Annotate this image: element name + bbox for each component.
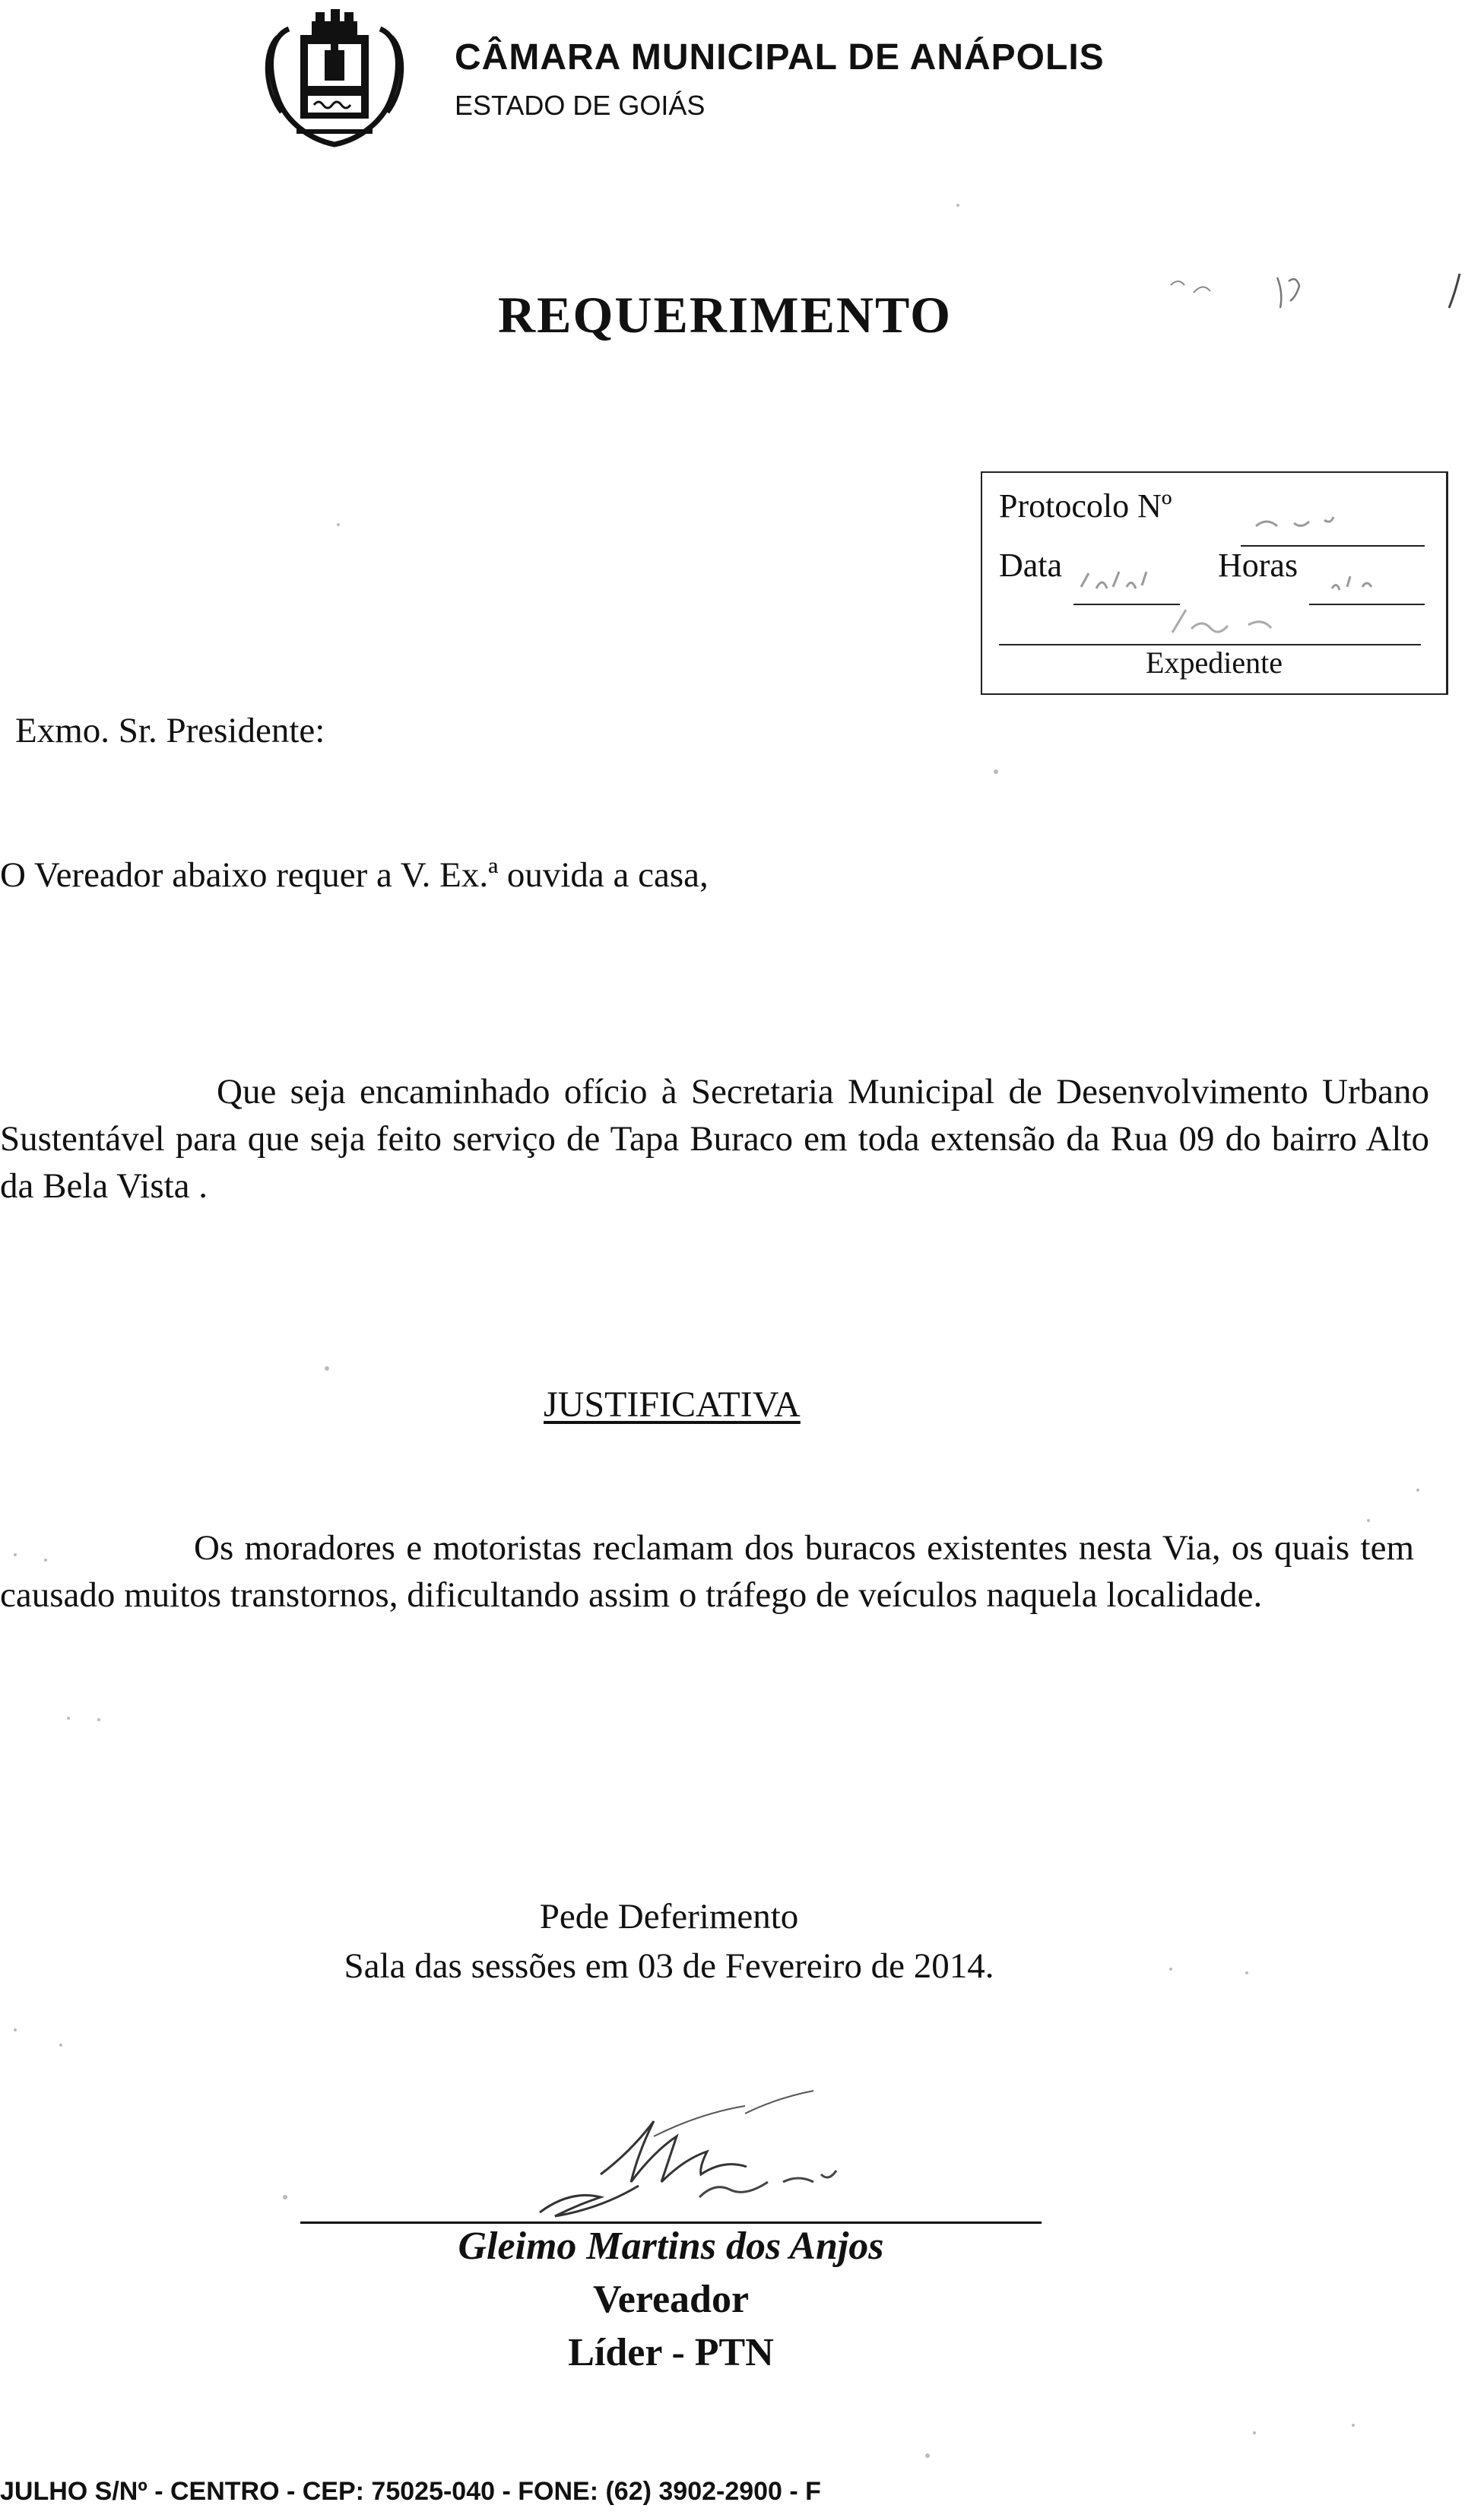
request-line: Que seja encaminhado ofício à Secretaria Municipal de bbox=[217, 1072, 1042, 1112]
data-label: Data bbox=[999, 547, 1063, 584]
justification-paragraph bbox=[0, 1524, 1414, 1619]
signer-party: Líder - PTN bbox=[568, 2331, 774, 2374]
coat-of-arms-logo bbox=[255, 6, 414, 151]
justification-line: Via, os quais tem causado muitos transtornos, dificultando assim o tráfego de bbox=[0, 1528, 1415, 1615]
footer-address: JULHO S/Nº - CENTRO - CEP: 75025-040 - FONE: (62) 3902-2900 - F bbox=[0, 2477, 821, 2506]
org-state: ESTADO DE GOIÁS bbox=[455, 90, 706, 121]
request-line: em toda extensão da Rua 09 do bairro Alto da Bela Vista . bbox=[0, 1119, 1429, 1206]
request-line: Desenvolvimento Urbano Sustentável para que seja feito serviço de Tapa Buraco bbox=[0, 1072, 1429, 1159]
request-paragraph bbox=[0, 1068, 1429, 1210]
justification-line: Os moradores e motoristas reclamam dos buracos existentes nesta bbox=[194, 1528, 1153, 1568]
protocol-stamp-box bbox=[981, 471, 1448, 695]
closing-place-date: Sala das sessões em 03 de Fevereiro de 2014. bbox=[344, 1946, 994, 1986]
closing-request: Pede Deferimento bbox=[539, 1897, 799, 1936]
document-title: REQUERIMENTO bbox=[498, 286, 953, 344]
intro-text: O Vereador abaixo requer a V. Ex.ª ouvida a casa, bbox=[0, 855, 709, 895]
signer-role: Vereador bbox=[592, 2278, 750, 2321]
justification-line: veículos naquela localidade. bbox=[858, 1575, 1263, 1615]
handwritten-signature bbox=[426, 2068, 958, 2243]
signer-name: Gleimo Martins dos Anjos bbox=[458, 2225, 884, 2268]
expediente-label: Expediente bbox=[1146, 645, 1283, 680]
handwritten-scribble bbox=[1156, 262, 1475, 346]
justification-title: JUSTIFICATIVA bbox=[544, 1384, 801, 1425]
protocolo-label: Protocolo Nº bbox=[999, 487, 1172, 525]
salutation: Exmo. Sr. Presidente: bbox=[15, 711, 325, 750]
horas-label: Horas bbox=[1218, 547, 1298, 584]
handwritten-stamp-marks bbox=[982, 473, 1446, 693]
org-name: CÂMARA MUNICIPAL DE ANÁPOLIS bbox=[455, 37, 1105, 78]
